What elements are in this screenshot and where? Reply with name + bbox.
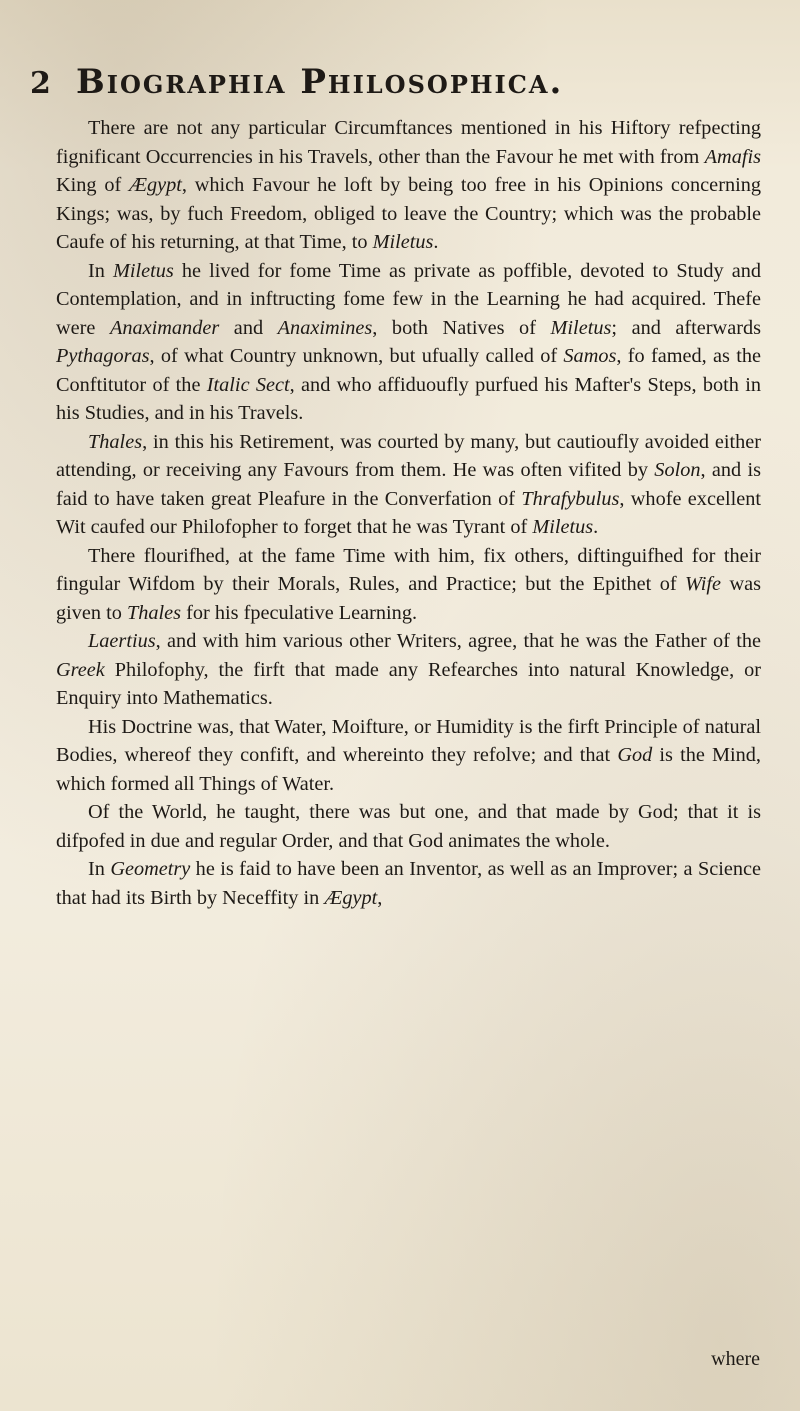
text-run: His Doctrine was, that Water, Moifture, or Humidity is the firft Principle of natural Bodies, whereof they confift, and whereinto they refolve; and that <box>56 715 761 766</box>
text-run: , which Favour he loft by being too free in his Opinions concerning Kings; was, by fuch Freedom, obliged to leave the Country; which was the probable Caufe of his returning, at that Time, to <box>56 174 761 253</box>
text-run: was given to <box>56 573 761 624</box>
text-run: . <box>593 516 599 538</box>
italic-text: Geometry <box>110 858 191 880</box>
italic-text: Ægypt <box>128 174 182 196</box>
text-run: , of what Country unknown, but ufually called of <box>149 345 564 367</box>
text-run: he lived for fome Time as private as poffible, devoted to Study and Contemplation, and in inftructing fome few in the Learning he had acquired. Thefe were <box>56 259 762 339</box>
text-run: . <box>433 231 439 253</box>
italic-text: Thrafybulus <box>521 487 620 510</box>
paragraph <box>56 798 761 855</box>
paragraph <box>56 542 761 628</box>
page-number: 2 <box>30 66 51 101</box>
italic-text: Ægypt <box>324 886 378 909</box>
text-run: , and with him various other Writers, agree, that he was the Father of the <box>155 630 761 652</box>
italic-text: Amafis <box>704 145 761 168</box>
page-header <box>30 62 770 106</box>
italic-text: Thales <box>88 430 143 453</box>
italic-text: Miletus <box>532 516 594 538</box>
text-run: for his fpeculative Learning. <box>181 601 418 624</box>
paragraph <box>56 114 761 257</box>
italic-text: Greek <box>56 658 105 681</box>
italic-text: Solon <box>654 459 701 481</box>
italic-text: Anaximander <box>109 316 220 339</box>
text-run: There are not any particular Circumftances mentioned in his Hiftory refpecting fignificant Occurrencies in his Travels, other than the Favour he met with from <box>56 117 761 168</box>
italic-text: Anaximines <box>277 316 373 339</box>
italic-text: Laertius <box>88 630 156 652</box>
text-run: In <box>88 259 113 282</box>
text-run: King of <box>56 174 129 196</box>
paragraph <box>56 713 761 799</box>
text-run: In <box>88 858 111 880</box>
text-run: Philofophy, the firft that made any Refearches into natural Knowledge, or Enquiry into Mathematics. <box>56 658 761 709</box>
text-run: ; and afterwards <box>611 316 761 339</box>
italic-text: Wife <box>685 573 722 595</box>
text-run: , whofe excellent Wit caufed our Philofopher to forget that he was Tyrant of <box>56 487 761 538</box>
italic-text: Samos <box>563 345 617 367</box>
text-run: , fo famed, as the Conftitutor of the <box>56 345 761 396</box>
paragraph <box>56 627 761 713</box>
italic-text: Pythagoras <box>56 345 150 367</box>
body-text <box>56 114 761 912</box>
text-run: There flourifhed, at the fame Time with him, fix others, diftinguifhed for their fingular Wifdom by their Morals, Rules, and Practice; but the Epithet of <box>56 544 761 595</box>
text-run: Of the World, he taught, there was but one, and that made by God; that it is difpofed in due and regular Order, and that God animates the whole. <box>56 801 761 852</box>
running-title: Biographia Philosophica. <box>76 62 564 102</box>
italic-text: Miletus <box>372 231 434 253</box>
paragraph <box>56 855 761 912</box>
italic-text: Miletus <box>550 316 612 339</box>
paragraph <box>56 257 761 428</box>
text-run: , in this his Retirement, was courted by many, but cautioufly avoided either attending, or receiving any Favours from them. He was often vifited by <box>56 430 761 481</box>
text-run: , and is faid to have taken great Pleafure in the Converfation of <box>56 459 761 510</box>
italic-text: Italic Sect <box>206 373 290 396</box>
text-run: and <box>219 316 278 339</box>
text-run: , <box>377 886 383 909</box>
text-run: he is faid to have been an Inventor, as well as an Improver; a Science that had its Birth by Neceffity in <box>56 858 762 909</box>
text-run: is the Mind, which formed all Things of Water. <box>56 744 761 795</box>
italic-text: Miletus <box>112 259 174 282</box>
catchword: where <box>711 1348 760 1370</box>
paragraph <box>56 428 761 542</box>
italic-text: Thales <box>126 601 182 624</box>
text-run: , both Natives of <box>372 316 551 339</box>
text-run: , and who affiduoufly purfued his Mafter's Steps, both in his Studies, and in his Travels. <box>56 373 761 424</box>
italic-text: God <box>617 744 653 766</box>
